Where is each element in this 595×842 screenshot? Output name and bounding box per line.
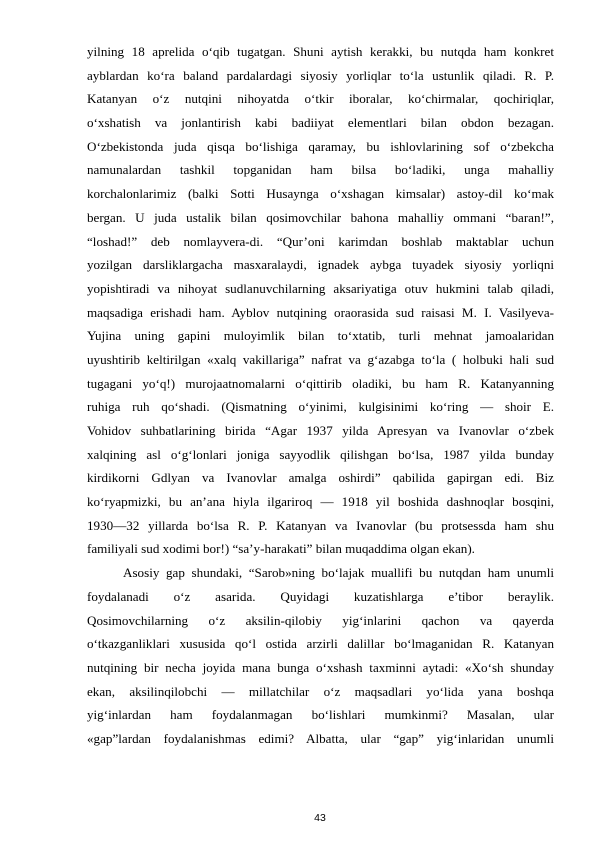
text-line: bergan. U juda ustalik bilan qosimovchilar bahona mahalliy ommani “baran!”, (87, 209, 554, 225)
text-line: ayblardan ko‘ra baland pardalardagi siyosiy yorliqlar to‘la ustunlik qiladi. R. P. (87, 67, 554, 83)
text-line: tugagani yo‘q!) murojaatnomalarni o‘qittirib oladiki, bu ham R. Katanyanning (87, 375, 554, 391)
text-line: xalqining asl o‘g‘lonlari joniga sayyodlik qilishgan bo‘lsa, 1987 yilda bunday (87, 446, 554, 462)
text-line: «gap”lardan foydalanishmas edimi? Albatta, ular “gap” yig‘inlaridan unumli (87, 730, 554, 746)
text-line: o‘tkazganliklari xususida qo‘l ostida arzirli dalillar bo‘lmaganidan R. Katanyan (87, 636, 554, 652)
paragraph-first-line: Asosiy gap shundaki, “Sarob»ning bo‘lajak muallifi bu nutqdan ham unumli (123, 565, 554, 581)
text-line: namunalardan tashkil topganidan ham bilsa bo‘ladiki, unga mahalliy (87, 162, 554, 178)
paragraph-last-line: familiyali sud xodimi bor!) “sa’y-harakati” bilan muqaddima olgan ekan). (87, 541, 475, 557)
text-line: korchalonlarimiz (balki Sotti Husaynga o‘xshagan kimsalar) astoy-dil ko‘mak (87, 186, 554, 202)
text-line: yopishtiradi va nihoyat sudlanuvchilarning aksariyatiga otuv hukmini talab qiladi, (87, 280, 554, 296)
text-line: o‘xshatish va jonlantirish kabi badiiyat elementlari bilan obdon bezagan. (87, 115, 554, 131)
text-line: ruhiga ruh qo‘shadi. (Qismatning o‘yinimi, kulgisinimi ko‘ring — shoir E. (87, 399, 554, 415)
text-line: “loshad!” deb nomlayvera-di. “Qur’oni karimdan boshlab maktablar uchun (87, 233, 554, 249)
text-line: 1930—32 yillarda bo‘lsa R. P. Katanyan va Ivanovlar (bu protsessda ham shu (87, 517, 554, 533)
text-line: ko‘ryapmizki, bu an’ana hiyla ilgariroq — 1918 yil boshida dashnoqlar bosqini, (87, 494, 554, 510)
text-line: nutqining bir necha joyida mana bunga o‘xshash taxminni aytadi: «Xo‘sh shunday (87, 659, 554, 675)
text-line: Katanyan o‘z nutqini nihoyatda o‘tkir iboralar, ko‘chirmalar, qochiriqlar, (87, 91, 554, 107)
text-line: O‘zbekistonda juda qisqa bo‘lishiga qaramay, bu ishlovlarining sof o‘zbekcha (87, 138, 554, 154)
text-line: kirdikorni Gdlyan va Ivanovlar amalga oshirdi” qabilida gapirgan edi. Biz (87, 470, 554, 486)
page-number: 43 (314, 812, 326, 824)
text-line: Qosimovchilarning o‘z aksilin-qilobiy yig‘inlarini qachon va qayerda (87, 612, 554, 628)
text-line: yig‘inlardan ham foydalanmagan bo‘lishlari mumkinmi? Masalan, ular (87, 707, 554, 723)
text-line: yozilgan darsliklargacha masxaralaydi, ignadek aybga tuyadek siyosiy yorliqni (87, 257, 554, 273)
text-line: yilning 18 aprelida o‘qib tugatgan. Shuni aytish kerakki, bu nutqda ham konkret (87, 44, 554, 59)
body-text (87, 40, 554, 751)
text-line: ekan, aksilinqilobchi — millatchilar o‘z maqsadlari yo‘lida yana boshqa (87, 683, 554, 699)
text-line: foydalanadi o‘z asarida. Quyidagi kuzatishlarga e’tibor beraylik. (87, 588, 554, 604)
text-line: Vohidov suhbatlarining birida “Agar 1937 yilda Apresyan va Ivanovlar o‘zbek (87, 423, 554, 438)
text-line: Yujina uning gapini muloyimlik bilan to‘xtatib, turli mehnat jamoalaridan (87, 328, 554, 344)
text-line: maqsadiga erishadi ham. Ayblov nutqining oraorasida sud raisasi M. I. Vasilyeva- (87, 304, 554, 320)
text-line: uyushtirib keltirilgan «xalq vakillariga” nafrat va g‘azabga to‘la ( holbuki hali sud (87, 351, 554, 367)
